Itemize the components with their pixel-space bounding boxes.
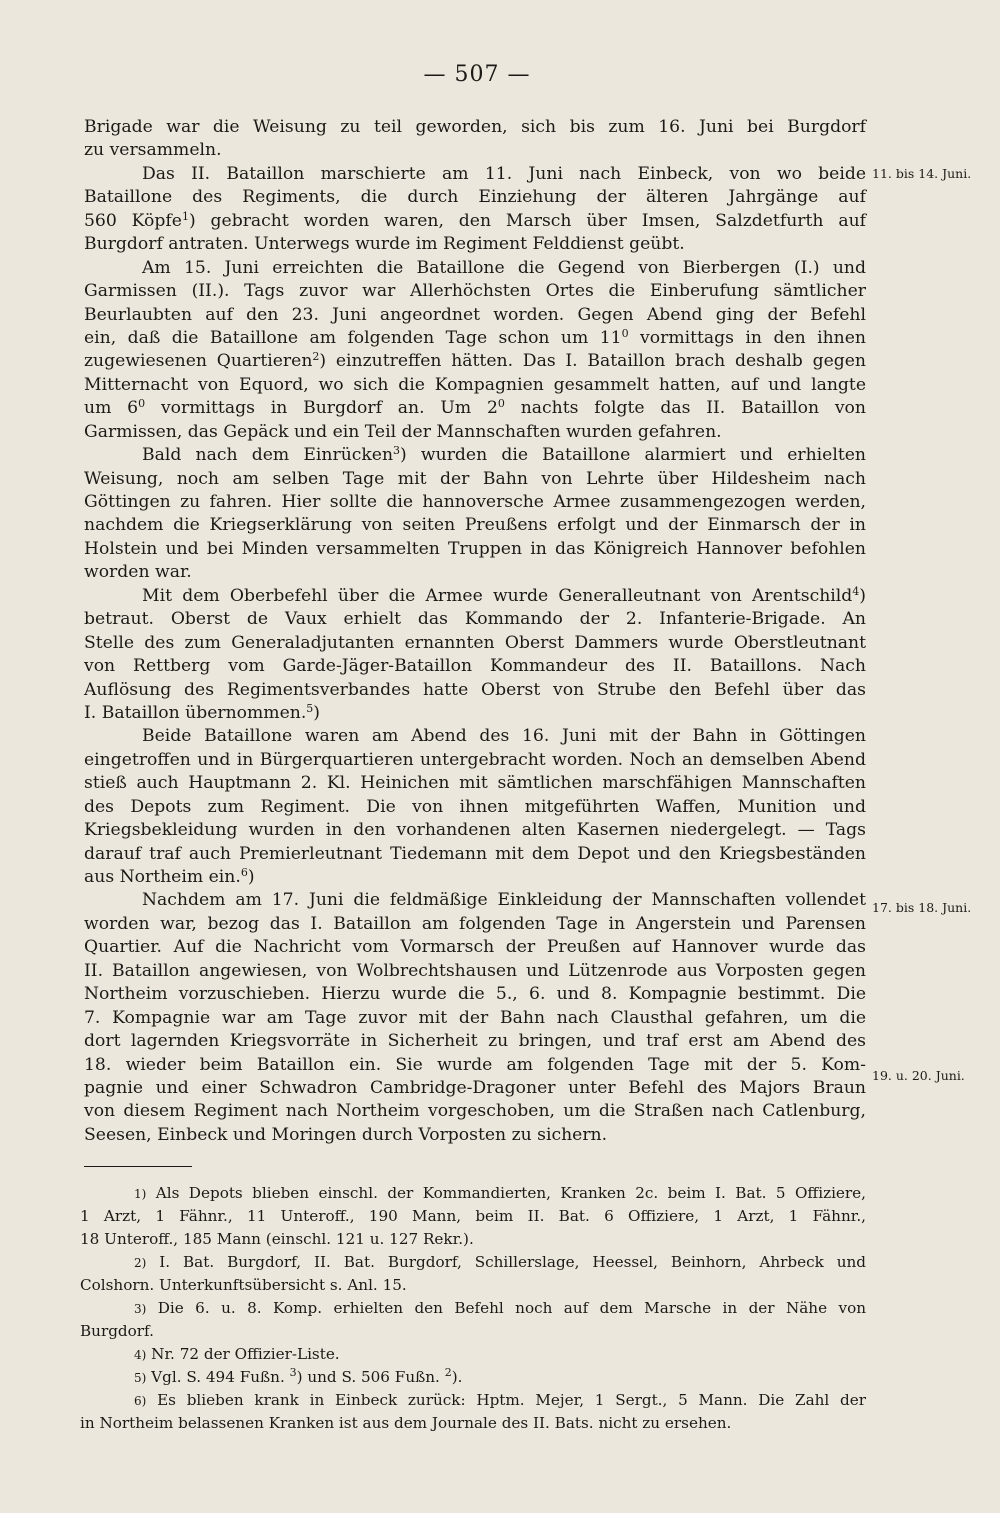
text-line: des Depots zum Regiment. Die von ihnen mitgeführten Waffen, Munition und — [84, 796, 866, 817]
text-line: Seesen, Einbeck und Moringen durch Vorposten zu sichern. — [84, 1124, 608, 1145]
text-line: Weisung, noch am selben Tage mit der Bahn von Lehrte über Hildesheim nach — [84, 468, 866, 489]
text-line: nachdem die Kriegserklärung von seiten Preußens erfolgt und der Einmarsch der in — [84, 515, 866, 536]
text-line — [84, 210, 866, 233]
footnote-ref: 1 — [181, 209, 189, 223]
footnote-ref: 3 — [393, 444, 401, 458]
footnote-ref: 4 — [852, 584, 860, 598]
text-line: Bataillone des Regiments, die durch Einziehung der älteren Jahrgänge auf — [84, 187, 866, 208]
footnotes — [80, 1182, 866, 1435]
margin-note: 17. bis 18. Juni. — [872, 900, 972, 915]
text-line: Göttingen zu fahren. Hier sollte die hannoversche Armee zusammengezogen werden, — [84, 492, 866, 512]
text-run: vormittags in den ihnen — [628, 327, 866, 348]
text-line: Nachdem am 17. Juni die feldmäßige Einkleidung der Mannschaften vollendet — [142, 890, 866, 911]
text-run: Es blieben krank in Einbeck zurück: Hptm. Mejer, 1 Sergt., 5 Mann. Die Zahl der — [146, 1391, 866, 1409]
text-line: Burgdorf antraten. Unterwegs wurde im Regiment Felddienst geübt. — [84, 234, 685, 255]
text-line — [84, 444, 866, 467]
text-line — [84, 866, 866, 889]
footnote-rule — [84, 1166, 192, 1167]
footnote-line: Burgdorf. — [80, 1322, 154, 1340]
text-line — [84, 397, 866, 420]
text-line: von diesem Regiment nach Northeim vorgeschoben, um die Straßen nach Catlenburg, — [84, 1101, 866, 1122]
superscript: 0 — [621, 326, 629, 340]
text-line: Northeim vorzuschieben. Hierzu wurde die 5., 6. und 8. Kompagnie bestimmt. Die — [84, 984, 866, 1005]
text-run: vormittags in Burgdorf an. Um 2 — [145, 398, 498, 419]
text-line: eingetroffen und in Bürgerquartieren untergebracht worden. Noch an demselben Abend — [84, 749, 866, 770]
text-line: Auflösung des Regimentsverbandes hatte Oberst von Strube den Befehl über das — [84, 679, 866, 700]
text-line: Stelle des zum Generaladjutanten ernannten Oberst Dammers wurde Oberstleutnant — [84, 632, 866, 653]
text-line — [84, 327, 866, 350]
text-line: pagnie und einer Schwadron Cambridge-Dragoner unter Befehl des Majors Braun — [84, 1077, 866, 1098]
footnote-ref: 5 — [306, 701, 314, 715]
text-run: aus Northeim ein. — [84, 867, 241, 887]
footnote-marker: 4) — [134, 1348, 147, 1362]
text-run: ein, daß die Bataillone am folgenden Tage schon um 11 — [84, 327, 622, 348]
text-run: nachts folgte das II. Bataillon von — [504, 398, 866, 419]
text-run: ) — [247, 867, 255, 887]
footnote-line — [80, 1182, 866, 1205]
text-line — [84, 702, 866, 725]
text-run: um 6 — [84, 398, 139, 419]
text-line: Mitternacht von Equord, wo sich die Kompagnien gesammelt hatten, auf und langte — [84, 374, 866, 395]
footnote-ref: 6 — [240, 866, 248, 879]
text-line — [84, 585, 866, 608]
text-line: 7. Kompagnie war am Tage zuvor mit der Bahn nach Clausthal gefahren, um die — [84, 1007, 866, 1028]
footnote-marker: 3) — [134, 1302, 147, 1316]
footnote-marker: 5) — [134, 1371, 147, 1385]
footnote-line — [80, 1366, 866, 1389]
text-line: II. Bataillon angewiesen, von Wolbrechtshausen und Lützenrode aus Vorposten gegen — [84, 960, 866, 981]
text-run: ) — [313, 702, 321, 723]
text-line: Am 15. Juni erreichten die Bataillone die Gegend von Bierbergen (I.) und — [142, 257, 866, 278]
text-line: stieß auch Hauptmann 2. Kl. Heinichen mit sämtlichen marschfähigen Mannschaften — [84, 773, 866, 794]
text-run: 560 Köpfe — [84, 210, 182, 231]
text-run: Nr. 72 der Offizier-Liste. — [146, 1345, 340, 1363]
text-line: Brigade war die Weisung zu teil geworden, sich bis zum 16. Juni bei Burgdorf — [84, 117, 866, 137]
text-line: Quartier. Auf die Nachricht vom Vormarsch der Preußen auf Hannover wurde das — [84, 937, 866, 958]
text-line: von Rettberg vom Garde-Jäger-Bataillon Kommandeur des II. Bataillons. Nach — [84, 656, 866, 677]
text-run: I. Bat. Burgdorf, II. Bat. Burgdorf, Schillerslage, Heessel, Beinhorn, Ahrbeck und — [146, 1253, 866, 1271]
footnote-line — [80, 1297, 866, 1320]
superscript: 0 — [138, 397, 146, 411]
text-line: Beurlaubten auf den 23. Juni angeordnet worden. Gegen Abend ging der Befehl — [84, 304, 866, 325]
text-line: Kriegsbekleidung wurden in den vorhandenen alten Kasernen niedergelegt. — Tags — [84, 820, 866, 841]
text-line: Das II. Bataillon marschierte am 11. Juni nach Einbeck, von wo beide — [142, 163, 866, 184]
footnote-line: 18 Unteroff., 185 Mann (einschl. 121 u. 127 Rekr.). — [80, 1230, 474, 1248]
text-line: Holstein und bei Minden versammelten Truppen in das Königreich Hannover befohlen — [84, 538, 866, 559]
text-line: betraut. Oberst de Vaux erhielt das Kommando der 2. Infanterie-Brigade. An — [84, 609, 866, 630]
text-run: zugewiesenen Quartieren — [84, 351, 313, 372]
text-run: ) einzutreffen hätten. Das I. Bataillon brach deshalb gegen — [319, 351, 866, 372]
text-line: zu versammeln. — [84, 140, 222, 161]
text-run: Vgl. S. 494 Fußn. — [146, 1368, 290, 1386]
text-run: ) gebracht worden waren, den Marsch über Imsen, Salzdetfurth auf — [188, 210, 867, 231]
text-line: Garmissen, das Gepäck und ein Teil der Mannschaften wurden gefahren. — [84, 421, 722, 442]
text-line: worden war, bezog das I. Bataillon am folgenden Tage in Angerstein und Parensen — [84, 913, 866, 934]
text-run: Als Depots blieben einschl. der Kommandierten, Kranken 2c. beim I. Bat. 5 Offiziere, — [146, 1184, 866, 1202]
footnote-ref: 3 — [289, 1366, 297, 1379]
text-run: Die 6. u. 8. Komp. erhielten den Befehl noch auf dem Marsche in der Nähe von — [146, 1299, 866, 1317]
text-line — [84, 350, 866, 373]
text-run: ) wurden die Bataillone alarmiert und erhielten — [400, 445, 866, 466]
text-line: Beide Bataillone waren am Abend des 16. Juni mit der Bahn in Göttingen — [142, 726, 866, 747]
footnote-marker: 2) — [134, 1256, 147, 1270]
margin-note: 11. bis 14. Juni. — [872, 166, 972, 181]
footnote-marker: 6) — [134, 1394, 147, 1408]
body-text — [84, 116, 866, 1147]
page-number: — 507 — — [423, 62, 531, 87]
text-line: 18. wieder beim Bataillon ein. Sie wurde am folgenden Tage mit der 5. Kom- — [84, 1054, 866, 1075]
text-run: ) und S. 506 Fußn. — [296, 1368, 445, 1386]
footnote-line — [80, 1343, 866, 1366]
text-run: ) — [859, 585, 866, 606]
margin-note: 19. u. 20. Juni. — [872, 1068, 965, 1083]
footnote-ref: 2 — [312, 350, 320, 364]
footnote-marker: 1) — [134, 1187, 147, 1201]
superscript: 0 — [497, 397, 505, 411]
footnote-line: Colshorn. Unterkunftsübersicht s. Anl. 15. — [80, 1276, 407, 1294]
text-line: darauf traf auch Premierleutnant Tiedemann mit dem Depot und den Kriegsbeständen — [84, 843, 866, 864]
text-run: Mit dem Oberbefehl über die Armee wurde Generalleutnant von Arentschild — [142, 585, 853, 606]
footnote-line — [80, 1251, 866, 1274]
footnote-line — [80, 1389, 866, 1412]
text-run: I. Bataillon übernommen. — [84, 702, 307, 723]
footnote-line: in Northeim belassenen Kranken ist aus dem Journale des II. Bats. nicht zu ersehen. — [80, 1414, 732, 1432]
text-run: Bald nach dem Einrücken — [142, 445, 394, 466]
text-run: ). — [451, 1368, 463, 1386]
footnote-ref: 2 — [444, 1366, 452, 1379]
text-line: worden war. — [84, 562, 192, 583]
footnote-line: 1 Arzt, 1 Fähnr., 11 Unteroff., 190 Mann, beim II. Bat. 6 Offiziere, 1 Arzt, 1 Fähnr., — [80, 1207, 866, 1225]
text-line: dort lagernden Kriegsvorräte in Sicherheit zu bringen, und traf erst am Abend des — [84, 1031, 866, 1052]
text-line: Garmissen (II.). Tags zuvor war Allerhöchsten Ortes die Einberufung sämtlicher — [84, 281, 866, 302]
